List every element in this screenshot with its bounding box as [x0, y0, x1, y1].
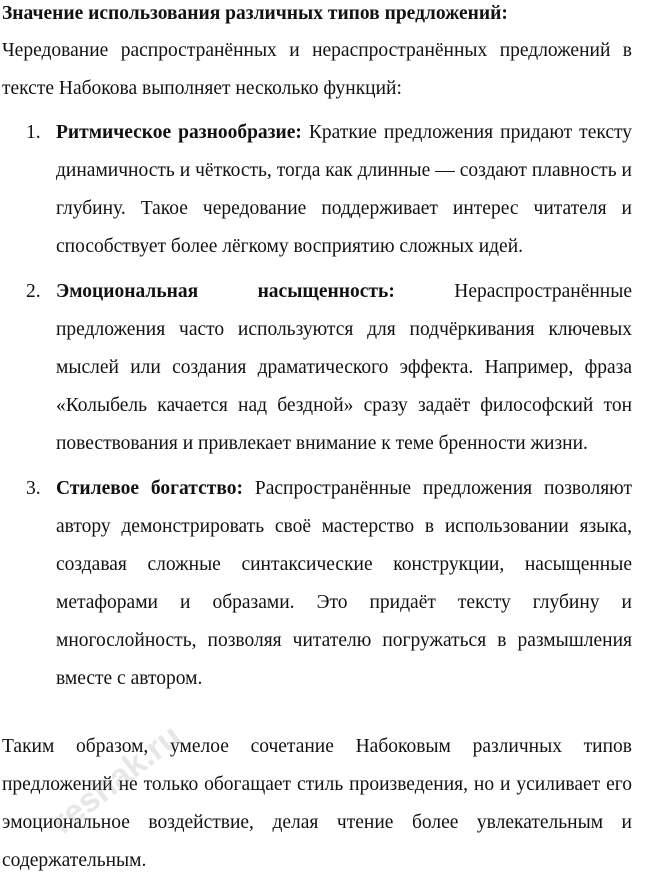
functions-list	[0, 114, 632, 705]
item-term: Стилевое богатство:	[56, 478, 243, 499]
item-text: Нераспространённые предложения часто используются для подчёркивания ключевых мыслей или создания драматического эффекта. Например, фраза «Колыбель качается над бездной» сразу задаёт философский тон повествования и привлекает внимание к теме бренности жизни.	[56, 281, 632, 454]
item-text: Краткие предложения придают тексту динамичность и чёткость, тогда как длинные — создают плавность и глубину. Такое чередование поддерживает интерес читателя и способствует более лёгкому восприятию сложных идей.	[56, 122, 633, 257]
item-text: Распространённые предложения позволяют автору демонстрировать своё мастерство в использовании языка, создавая сложные синтаксические конструкции, насыщенные метафорами и образами. Это придаёт тексту глубину и многослойность, позволяя читателю погружаться в размышления вместе с автором.	[56, 478, 632, 689]
intro-paragraph: Чередование распространённых и нераспространённых предложений в тексте Набокова выполняет несколько функций:	[2, 40, 632, 99]
item-number: 1.	[26, 122, 41, 143]
item-number: 2.	[26, 281, 41, 302]
list-item	[0, 470, 632, 698]
list-item	[0, 114, 632, 266]
item-term: Эмоциональная насыщенность:	[56, 281, 395, 302]
item-term: Ритмическое разнообразие:	[56, 122, 302, 143]
list-item	[0, 273, 632, 463]
section-title: Значение использования различных типов предложений:	[2, 3, 508, 24]
conclusion-paragraph: Таким образом, умелое сочетание Набоковым различных типов предложений не только обогащает стиль произведения, но и усиливает его эмоциональное воздействие, делая чтение более увлекательным и содержательным.	[2, 736, 632, 871]
watermark-logo: reshak.ru	[44, 717, 189, 842]
item-number: 3.	[26, 478, 41, 499]
